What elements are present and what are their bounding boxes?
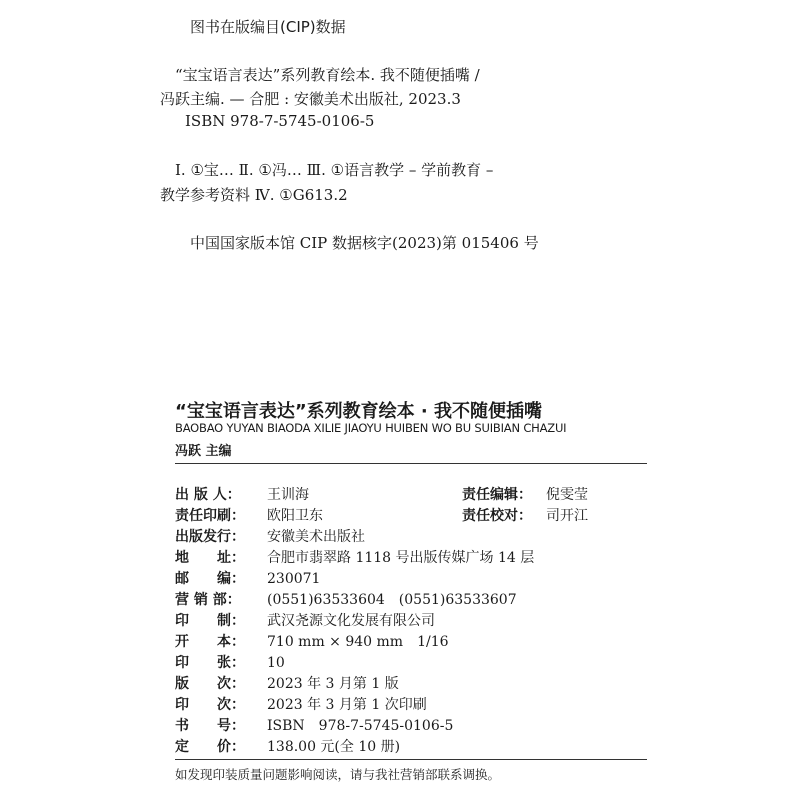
info-value: 10 — [267, 655, 285, 671]
info-row-print-supervisor — [175, 505, 323, 525]
info-row-format — [175, 631, 449, 651]
info-value: 2023 年 3 月第 1 次印刷 — [267, 697, 427, 713]
info-value: ISBN 978-7-5745-0106-5 — [267, 718, 454, 734]
info-value: 138.00 元(全 10 册) — [267, 739, 401, 755]
info-row-publisher — [175, 484, 309, 504]
info-label: 邮 编： — [175, 571, 245, 587]
info-label: 印 制： — [175, 613, 245, 629]
cip-heading: 图书在版编目(CIP)数据 — [190, 18, 346, 36]
info-label: 责任校对： — [462, 508, 532, 524]
info-value: 2023 年 3 月第 1 版 — [267, 676, 399, 692]
info-label: 地 址： — [175, 550, 245, 566]
info-row-postcode — [175, 568, 320, 588]
info-label: 开 本： — [175, 634, 245, 650]
info-value: 司开江 — [546, 508, 588, 524]
info-row-printing — [175, 694, 427, 714]
info-label: 责任印刷： — [175, 508, 245, 524]
info-label: 印 次： — [175, 697, 245, 713]
info-label: 出版发行： — [175, 529, 245, 545]
info-row-isbn — [175, 715, 453, 735]
bottom-divider — [175, 759, 647, 760]
book-pinyin: BAOBAO YUYAN BIAODA XILIE JIAOYU HUIBEN WO BU SUIBIAN CHAZUI — [175, 421, 567, 435]
info-value: 武汉尧源文化发展有限公司 — [267, 613, 435, 629]
info-value: 倪雯莹 — [546, 487, 588, 503]
cip-isbn-line: ISBN 978-7-5745-0106-5 — [185, 112, 375, 130]
top-divider — [175, 463, 647, 464]
info-value: 安徽美术出版社 — [267, 529, 365, 545]
info-row-distributor — [175, 526, 365, 546]
info-value: 710 mm × 940 mm 1/16 — [267, 634, 449, 650]
cip-title-line: “宝宝语言表达”系列教育绘本. 我不随便插嘴 / — [175, 66, 480, 84]
quality-notice: 如发现印装质量问题影响阅读，请与我社营销部联系调换。 — [175, 767, 501, 782]
info-row-price — [175, 736, 400, 756]
cip-classification-line: 教学参考资料 Ⅳ. ①G613.2 — [160, 186, 348, 204]
info-label: 定 价： — [175, 739, 245, 755]
cip-author-line: 冯跃主编. — 合肥 : 安徽美术出版社, 2023.3 — [160, 90, 461, 108]
info-label: 营 销 部： — [175, 592, 241, 608]
info-label: 出 版 人： — [175, 487, 241, 503]
info-row-edition — [175, 673, 399, 693]
book-title: “宝宝语言表达”系列教育绘本 · 我不随便插嘴 — [175, 401, 543, 422]
info-row-editor — [462, 484, 588, 504]
info-row-sales — [175, 589, 517, 609]
info-value: 230071 — [267, 571, 321, 587]
info-row-proofreader — [462, 505, 588, 525]
info-value: 欧阳卫东 — [267, 508, 323, 524]
info-row-sheets — [175, 652, 285, 672]
cip-subject-line: Ⅰ. ①宝… Ⅱ. ①冯… Ⅲ. ①语言教学 – 学前教育 – — [175, 161, 494, 179]
book-author: 冯跃 主编 — [175, 444, 232, 459]
info-row-printer — [175, 610, 435, 630]
info-label: 责任编辑： — [462, 487, 532, 503]
info-value: 合肥市翡翠路 1118 号出版传媒广场 14 层 — [267, 550, 535, 566]
info-value: (0551)63533604 (0551)63533607 — [267, 592, 517, 608]
cip-record-number: 中国国家版本馆 CIP 数据核字(2023)第 015406 号 — [190, 234, 539, 252]
info-label: 版 次： — [175, 676, 245, 692]
info-value: 王训海 — [267, 487, 309, 503]
info-row-address — [175, 547, 534, 567]
info-label: 书 号： — [175, 718, 245, 734]
info-label: 印 张： — [175, 655, 245, 671]
